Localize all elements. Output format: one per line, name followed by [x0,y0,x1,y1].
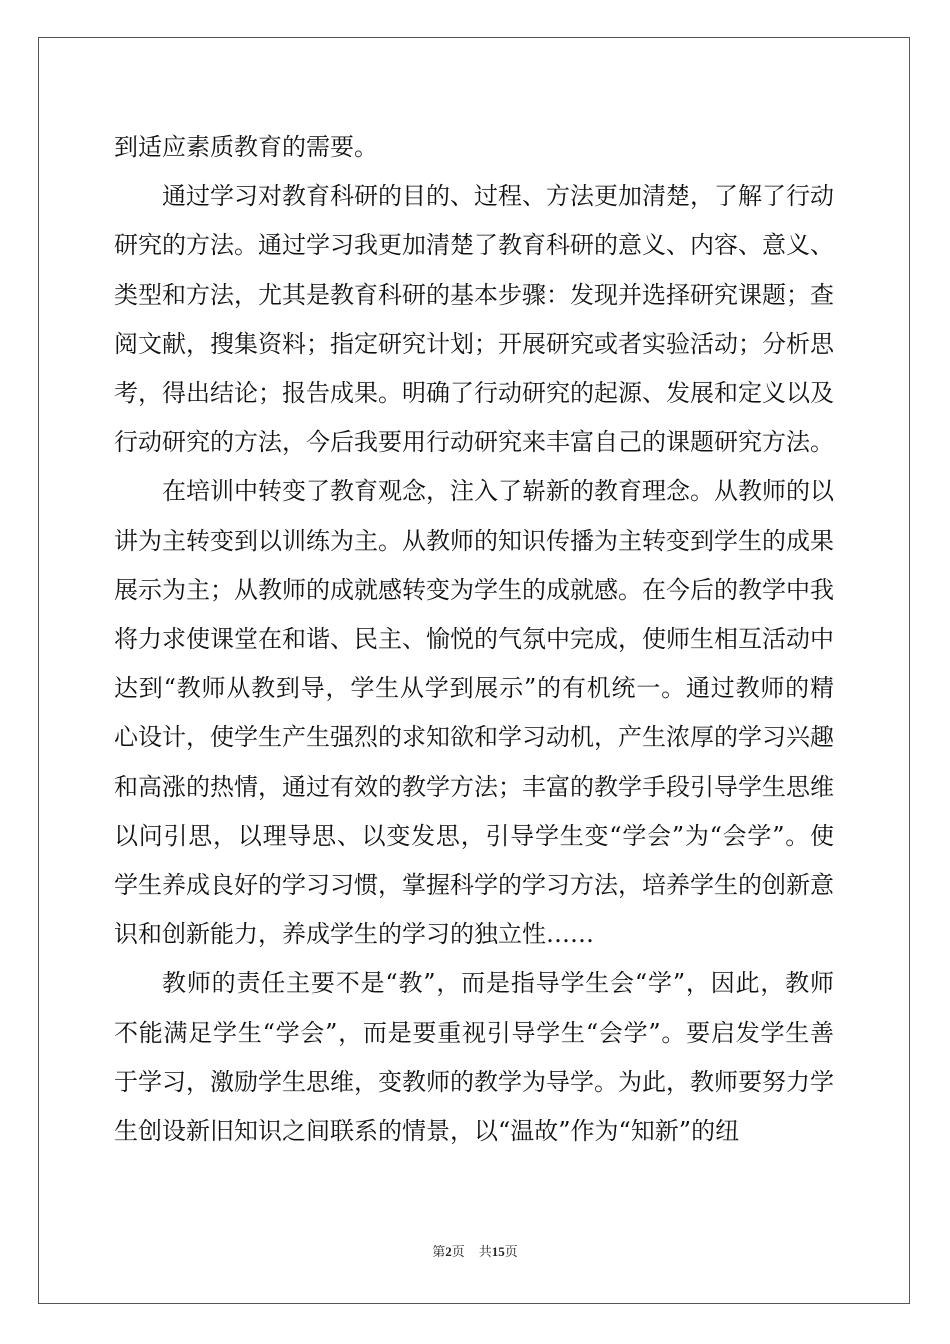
page-footer [0,1241,950,1260]
paragraph-2: 通过学习对教育科研的目的、过程、方法更加清楚，了解了行动研究的方法。通过学习我更加清楚了教育科研的意义、内容、意义、类型和方法，尤其是教育科研的基本步骤：发现并选择研究课题；查阅文献，搜集资料；指定研究计划；开展研究或者实验活动；分析思考，得出结论；报告成果。明确了行动研究的起源、发展和定义以及行动研究的方法，今后我要用行动研究来丰富自己的课题研究方法。 [114,182,834,457]
page-number-prefix: 第 [432,1244,446,1259]
total-pages-prefix: 共 [478,1244,492,1259]
paragraph-1: 到适应素质教育的需要。 [114,133,378,161]
page-number: 2 [445,1244,452,1259]
total-pages-suffix: 页 [504,1244,518,1259]
paragraph-3: 在培训中转变了教育观念，注入了崭新的教育理念。从教师的以讲为主转变到以训练为主。从教师的知识传播为主转变到学生的成果展示为主；从教师的成就感转变为学生的成就感。在今后的教学中我将力求使课堂在和谐、民主、愉悦的气氛中完成，使师生相互活动中达到“教师从教到导，学生从学到展示”的有机统一。通过教师的精心设计，使学生产生强烈的求知欲和学习动机，产生浓厚的学习兴趣和高涨的热情，通过有效的教学方法；丰富的教学手段引导学生思维以问引思，以理导思、以变发思，引导学生变“学会”为“会学”。使学生养成良好的学习习惯，掌握科学的学习方法，培养学生的创新意识和创新能力，养成学生的学习的独立性…… [114,477,834,949]
page-number-suffix: 页 [451,1244,465,1259]
total-pages: 15 [491,1244,505,1259]
paragraph-4: 教师的责任主要不是“教”，而是指导学生会“学”，因此，教师不能满足学生“学会”，而是要重视引导学生“会学”。要启发学生善于学习，激励学生思维，变教师的教学为导学。为此，教师要努力学生创设新旧知识之间联系的情景，以“温故”作为“知新”的纽 [114,969,834,1146]
document-body [114,123,834,1156]
